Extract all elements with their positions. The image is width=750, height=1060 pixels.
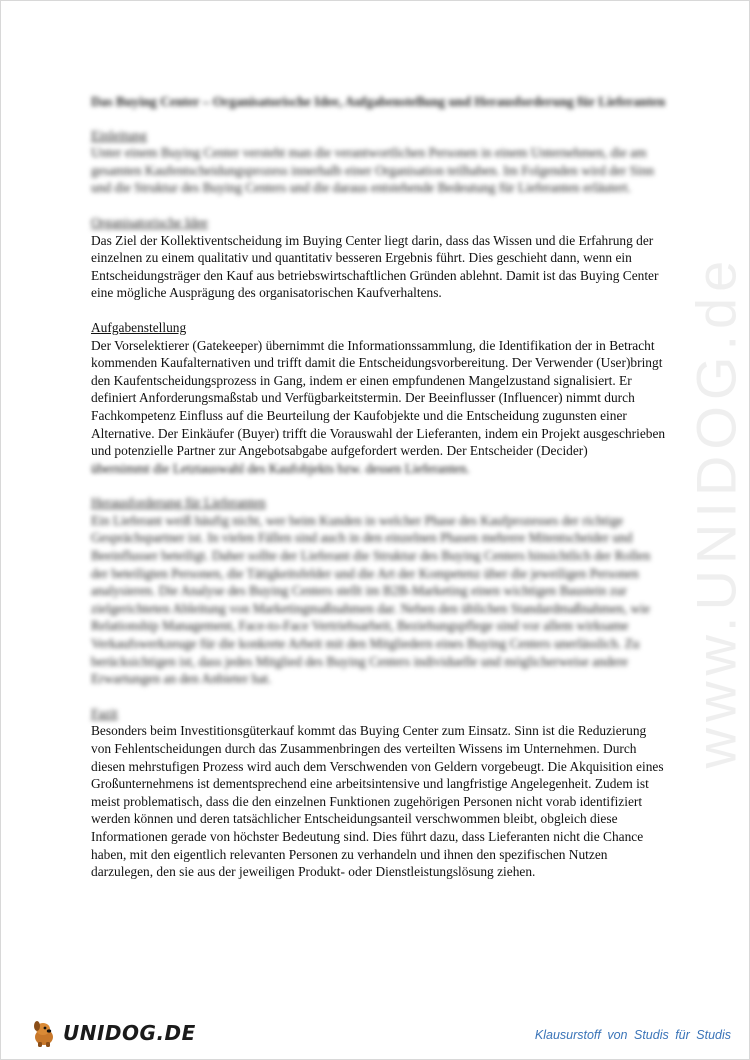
section-heading: Fazit xyxy=(91,705,118,721)
section-fazit xyxy=(91,705,669,881)
dog-mascot-icon xyxy=(29,1018,59,1048)
footer-tagline: Klausurstoff von Studis für Studis xyxy=(534,1028,731,1042)
section-paragraph: Ein Lieferant weiß häufig nicht, wer beim Kunden in welcher Phase des Kaufprozesses der richtige Gesprächspartner ist. In vielen Fällen sind auch in den einzelnen Phasen mehrere Mitentscheider und Beeinflusser beteiligt. Daher sollte der Lieferant die Struktur des Buying Centers hinsichtlich der Rollen der beteiligten Personen, die Tätigkeitsfelder und die Art der Kompetenz über die jeweiligen Personen analysieren. Die Analyse des Buying Centers stellt im B2B-Marketing einen wichtigen Baustein zur zielgerichteten Ableitung von Marketingmaßnahmen dar. Neben den üblichen Standardmaßnahmen, wie Relationship Management, Face-to-Face Vertriebsarbeit, Beziehungspflege sind vor allem wirksame Verkaufswerkzeuge für die konkrete Arbeit mit den Mitgliedern eines Buying Centers unerlässlich. Zu berücksichtigen ist, dass jedes Mitglied des Buying Centers individuelle und möglicherweise andere Erwartungen an den Anbieter hat. xyxy=(91,512,651,687)
section-paragraph: Besonders beim Investitionsgüterkauf kommt das Buying Center zum Einsatz. Sinn ist die Reduzierung von Fehlentscheidungen durch das Zusammenbringen des verteilten Wissens im Unternehmen. Durch diesen mehrstufigen Prozess wird auch dem Verschwenden von Geldern vorgebeugt. Die Akquisition eines Großunternehmens ist dementsprechend eine arbeitsintensive und langfristige Angelegenheit. Zudem ist meist problematisch, dass die den einzelnen Funktionen zugehörigen Personen nicht vorab identifiziert werden können und deren tatsächlicher Entscheidungsanteil verschwommen bleibt, obgleich diese Informationen gerade von höchster Bedeutung sind. Dies führt dazu, dass Lieferanten nicht die Chance haben, mit den eigentlich relevanten Personen zu verhandeln und ihnen den spezifischen Nutzen darzulegen, den sie aus der jeweiligen Produkt- oder Dienstleistungslösung ziehen. xyxy=(91,723,664,880)
section-heading: Organisatorische Idee xyxy=(91,214,208,230)
unidog-logo[interactable] xyxy=(29,1016,196,1050)
section-paragraph: Das Ziel der Kollektiventscheidung im Buying Center liegt darin, dass das Wissen und die Erfahrung der einzelnen zu einem qualitativ und quantitativ besseren Ergebnis führt. Dies geschieht dann, wenn ein Entscheidungsträger den Kauf aus betriebswirtschaftlichen Gründen ablehnt. Damit ist das Buying Center eine mögliche Ausprägung des organisatorischen Kaufverhaltens. xyxy=(91,232,659,301)
logo-text: UNIDOG.DE xyxy=(63,1021,196,1045)
document-title: Das Buying Center – Organisatorische Idee, Aufgabenstellung und Herausforderung für Lieferanten xyxy=(91,94,666,109)
section-einleitung xyxy=(91,127,669,197)
section-paragraph-tail: übernimmt die Letztauswahl des Kaufobjekts bzw. dessen Lieferanten. xyxy=(91,460,470,476)
section-herausforderung xyxy=(91,494,669,688)
section-paragraph: Der Vorselektierer (Gatekeeper) übernimmt die Informationssammlung, die Identifikation der in Betracht kommenden Kaufalternativen und trifft damit die Entscheidungsvorbereitung. Der Verwender (User)bringt den Kaufentscheidungsprozess in Gang, indem er einen empfundenen Mangelzustand signalisiert. Er definiert Anforderungsmaßstab und Verfügbarkeitstermin. Der Beeinflusser (Influencer) nimmt durch Fachkompetenz Einfluss auf die Beurteilung der Kaufobjekte und die Entscheidung zugunsten einer Alternative. Der Einkäufer (Buyer) trifft die Vorauswahl der Lieferanten, indem ein Projekt ausgeschrieben und potenzielle Partner zur Angebotsabgabe aufgefordert werden. Der Entscheider (Decider) xyxy=(91,337,666,459)
section-heading: Aufgabenstellung xyxy=(91,319,187,335)
section-heading: Einleitung xyxy=(91,127,147,143)
watermark-text: www.UNIDOG.de xyxy=(684,254,748,768)
section-aufgabenstellung xyxy=(91,319,669,477)
section-paragraph: Unter einem Buying Center versteht man die verantwortlichen Personen in einem Unternehmen, die am gesamten Kaufentscheidungsprozess innerhalb einer Organisation teilhaben. Im Folgenden wird der Sinn und die Struktur des Buying Centers und die daraus entstehende Bedeutung für Lieferanten erläutert. xyxy=(91,145,655,196)
section-organisatorische-idee xyxy=(91,214,669,302)
section-heading: Herausforderung für Lieferanten xyxy=(91,495,266,511)
document-body xyxy=(91,93,669,898)
